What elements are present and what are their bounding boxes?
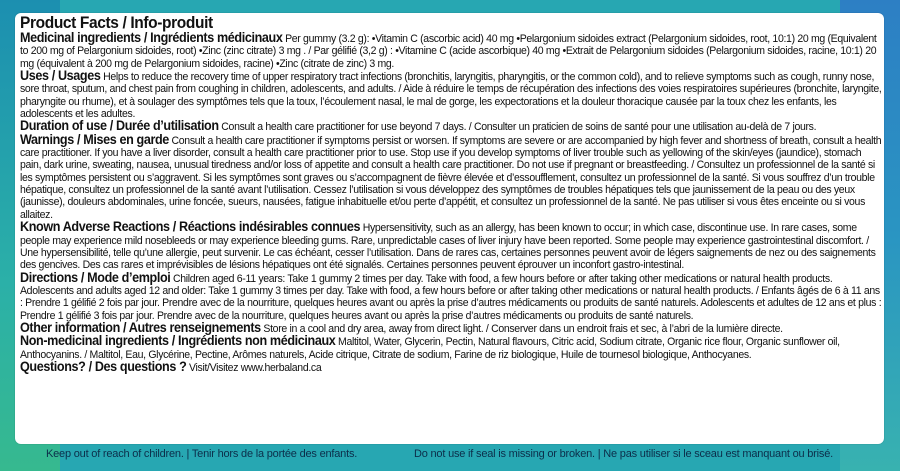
footer-seal-warning: Do not use if seal is missing or broken. | Ne pas utiliser si le sceau est manquant ou brisé. xyxy=(414,448,833,460)
section-warnings xyxy=(20,131,882,221)
section-heading: Warnings / Mises en garde xyxy=(20,131,169,147)
section-text: Consult a health care practitioner for use beyond 7 days. / Consulter un praticien de soins de santé pour une utilisation au-delà de 7 jours. xyxy=(218,121,817,134)
label-footer xyxy=(0,445,900,465)
section-heading: Other information / Autres renseignements xyxy=(20,319,261,335)
section-heading: Uses / Usages xyxy=(20,68,101,84)
section-text: Maltitol, Water, Glycerin, Pectin, Natural flavours, Citric acid, Sodium citrate, Organic rice flour, Organic sunflower oil, Anthocyanins. / Maltitol, Eau, Glycérine, Pectine, Arômes naturels, Acide citrique, Citrate de sodium, Farine de riz biologique, Huile de tournesol biologique, Anthocyanes. xyxy=(20,336,840,361)
section-text: Hypersensitivity, such as an allergy, has been known to occur; in which case, discontinue use. In rare cases, some people may experience mild nosebleeds or may experience bleeding gums. Rare, unpredictable cases of liver injury have been reported. Some people may experience gastrointestinal discomfort. / Une hypersensibilité, telle qu’une allergie, peut survenir. Le cas échéant, cesser l’utilisation. Dans de rares cas, certaines personnes peuvent avoir de légers saignements de nez ou des saignements des gencives. Des cas rares et imprévisibles de lésions hépatiques ont été signalés. Certaines personnes peuvent éprouver un inconfort gastro-intestinal. xyxy=(20,222,876,272)
section-directions xyxy=(20,269,882,322)
product-facts-panel xyxy=(15,13,884,444)
section-text: Per gummy (3.2 g): •Vitamin C (ascorbic acid) 40 mg •Pelargonium sidoides extract (Pelargonium sidoides, root, 10:1) 20 mg (Equivalent to 200 mg of Pelargonium sidoides, root) •Zinc (zinc citrate) 3 mg . / Par gélifié (3,2 g) : •Vitamine C (acide ascorbique) 40 mg •Extrait de Pelargonium sidoides (Pelargonium sidoides, racine, 10:1) 20 mg (équivalent à 200 mg de Pelargonium sidoides, racine) •Zinc (citrate de zinc) 3 mg. xyxy=(20,33,877,70)
section-text: Helps to reduce the recovery time of upper respiratory tract infections (bronchitis, laryngitis, pharyngitis, or the common cold), and to relieve symptoms such as cough, runny nose, sore throat, sputum, and chest pain from coughing in children, adolescents, and adults. / Aide à réduire le temps de récupération des infections des voies respiratoires supérieures (bronchite, laryngite, pharyngite ou rhume), et à soulager des symptômes tels que la toux, l’écoulement nasal, le mal de gorge, les expectorations et la douleur thoracique causée par la toux chez les enfants, les adolescents et les adultes. xyxy=(20,71,882,121)
section-text: Children aged 6-11 years: Take 1 gummy 2 times per day. Take with food, a few hours before or after taking other medications or natural health products. Adolescents and adults aged 12 and older: Take 1 gummy 3 times per day. Take with food, a few hours before or after taking other medications or natural health products. / Enfants âgés de 6 à 11 ans : Prendre 1 gélifié 2 fois par jour. Prendre avec de la nourriture, quelques heures avant ou après la prise d’autres médicaments ou produits de santé naturels. Adolescents et adultes de 12 ans et plus : Prendre 1 gélifié 3 fois par jour. Prendre avec de la nourriture, quelques heures avant ou après la prise d’autres médicaments ou produits de santé naturels. xyxy=(20,272,882,322)
section-text: Consult a health care practitioner if symptoms persist or worsen. If symptoms are severe or are accompanied by high fever and shortness of breath, consult a health care practitioner. If you have a liver disorder, consult a health care practitioner prior to use. Stop use if you develop symptoms of liver trouble such as yellowing of the skin/eyes (jaundice), stomach pain, dark urine, sweating, nausea, unusual tiredness and/or loss of appetite and consult a health care practitioner. Do not use if pregnant or breastfeeding. / Consultez un professionnel de la santé si les symptômes persistent ou s’aggravent. Si les symptômes sont graves ou s’accompagnent de fièvre élevée et d’essoufflement, consultez un professionnel de la santé. Si vous souffrez d’un trouble hépatique, consultez un professionnel de la santé avant l’utilisation. Cessez l’utilisation si vous développez des symptômes de troubles hépatiques tels que jaunissement de la peau ou des yeux (jaunisse), douleurs abdominales, urine foncée, sueurs, nausées, fatigue inhabituelle et/ou perte d’appétit, et consultez un professionnel de la santé. Ne pas utiliser si vous êtes enceinte ou si vous allaitez. xyxy=(20,134,882,221)
section-text: Store in a cool and dry area, away from direct light. / Conserver dans un endroit frais et sec, à l’abri de la lumière directe. xyxy=(260,322,783,335)
section-heading: Medicinal ingredients / Ingrédients médicinaux xyxy=(20,30,283,45)
section-heading: Questions? / Des questions ? xyxy=(20,358,187,374)
product-facts-title: Product Facts / Info-produit xyxy=(20,14,213,32)
section-uses xyxy=(20,70,882,120)
section-heading: Directions / Mode d’emploi xyxy=(20,269,171,285)
section-adverse-reactions xyxy=(20,221,882,271)
section-heading: Known Adverse Reactions / Réactions indésirables connues xyxy=(20,219,361,235)
section-medicinal-ingredients xyxy=(20,32,882,70)
section-questions xyxy=(20,358,882,374)
section-text: Visit/Visitez www.herbaland.ca xyxy=(186,361,322,374)
section-non-medicinal-ingredients xyxy=(20,335,882,361)
footer-children-warning: Keep out of reach of children. | Tenir hors de la portée des enfants. xyxy=(46,448,358,460)
product-facts-content xyxy=(20,15,882,374)
section-heading: Non-medicinal ingredients / Ingrédients non médicinaux xyxy=(20,333,336,349)
section-heading: Duration of use / Durée d’utilisation xyxy=(20,118,219,134)
